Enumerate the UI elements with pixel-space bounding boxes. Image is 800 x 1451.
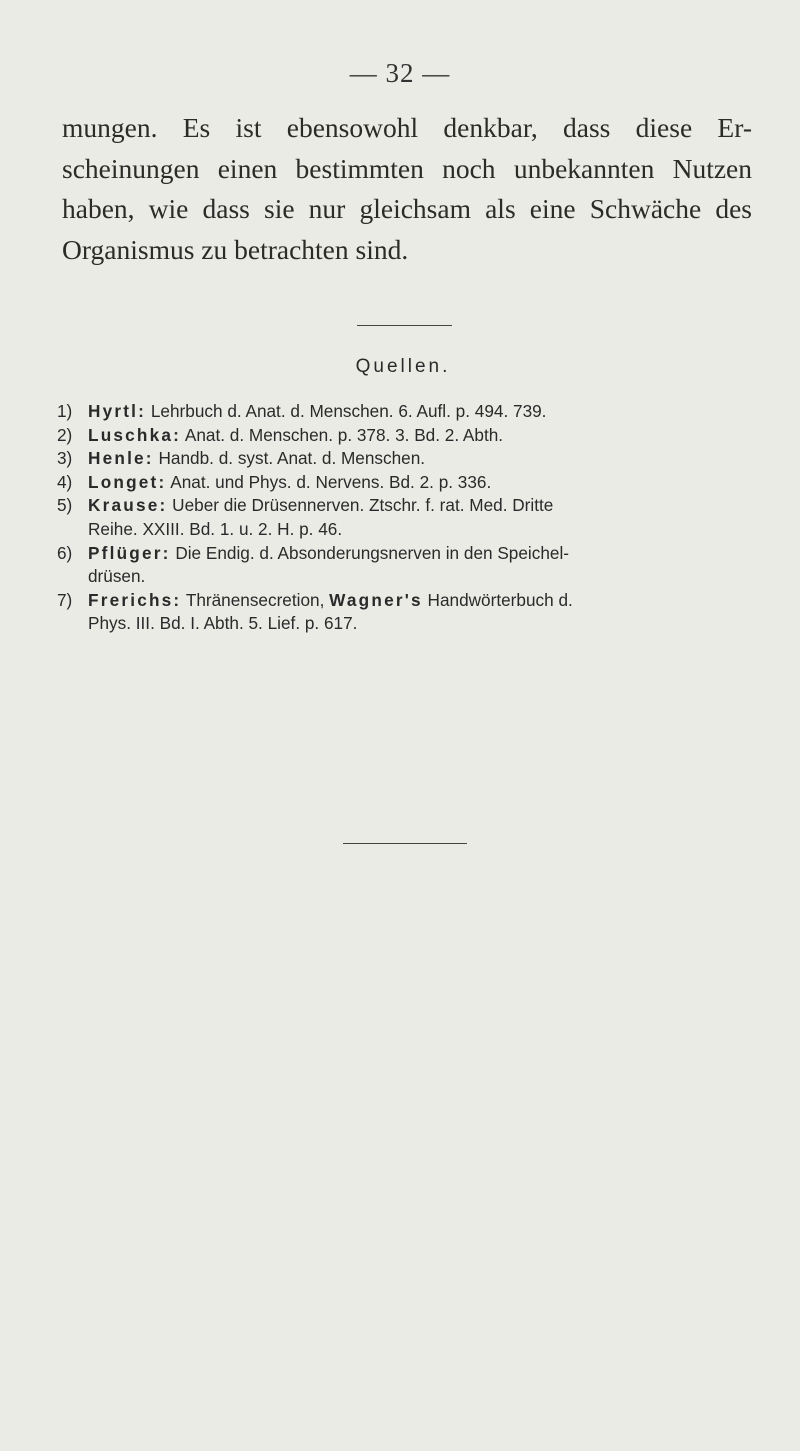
source-author: Longet: [88,471,167,492]
source-text: Thränensecretion, [181,589,330,610]
end-divider [343,843,467,844]
source-item [57,424,762,448]
body-line: mungen. Es ist ebensowohl denkbar, dass diese Er- [62,112,752,143]
source-item [57,447,762,471]
source-number: 7) [57,589,73,610]
source-text: Ueber die Drüsennerven. Ztschr. f. rat. Med. Dritte [167,495,554,516]
source-author: Hyrtl: [88,401,147,421]
source-text: Anat. d. Menschen. p. 378. 3. Bd. 2. Abth. [181,424,504,445]
source-text: Handwörterbuch d. [422,589,573,610]
source-number: 1) [57,401,73,421]
source-number: 3) [57,448,73,469]
source-item [57,494,762,541]
source-number: 2) [57,424,73,445]
source-author: Wagner's [329,589,423,610]
source-author: Pflüger: [88,542,171,563]
section-divider [357,325,452,326]
source-continuation: Reihe. XXIII. Bd. 1. u. 2. H. p. 46. [88,518,343,539]
source-item [57,400,762,424]
source-text: Anat. und Phys. d. Nervens. Bd. 2. p. 336. [166,471,492,492]
source-author: Henle: [88,448,154,469]
source-number: 4) [57,471,73,492]
source-author: Frerichs: [88,589,182,610]
source-number: 5) [57,495,73,516]
body-paragraph [62,108,752,270]
source-author: Krause: [88,495,168,516]
source-item [57,542,762,589]
source-author: Luschka: [88,424,182,445]
source-text: Die Endig. d. Absonderungsnerven in den Speichel- [170,542,569,563]
page-number: — 32 — [349,58,451,88]
body-line: Organismus zu betrachten sind. [62,233,409,265]
body-line: haben, wie dass sie nur gleichsam als eine Schwäche des [62,193,752,224]
source-continuation: drüsen. [88,566,146,587]
source-text: Lehrbuch d. Anat. d. Menschen. 6. Aufl. p. 494. 739. [146,401,547,421]
body-line: scheinungen einen bestimmten noch unbekannten Nutzen [62,152,752,184]
source-item [57,589,762,636]
source-item [57,471,762,495]
sources-heading: Quellen. [355,356,451,377]
source-text: Handb. d. syst. Anat. d. Menschen. [153,448,426,469]
sources-list [57,400,762,636]
source-number: 6) [57,542,73,563]
source-continuation: Phys. III. Bd. I. Abth. 5. Lief. p. 617. [88,613,358,634]
